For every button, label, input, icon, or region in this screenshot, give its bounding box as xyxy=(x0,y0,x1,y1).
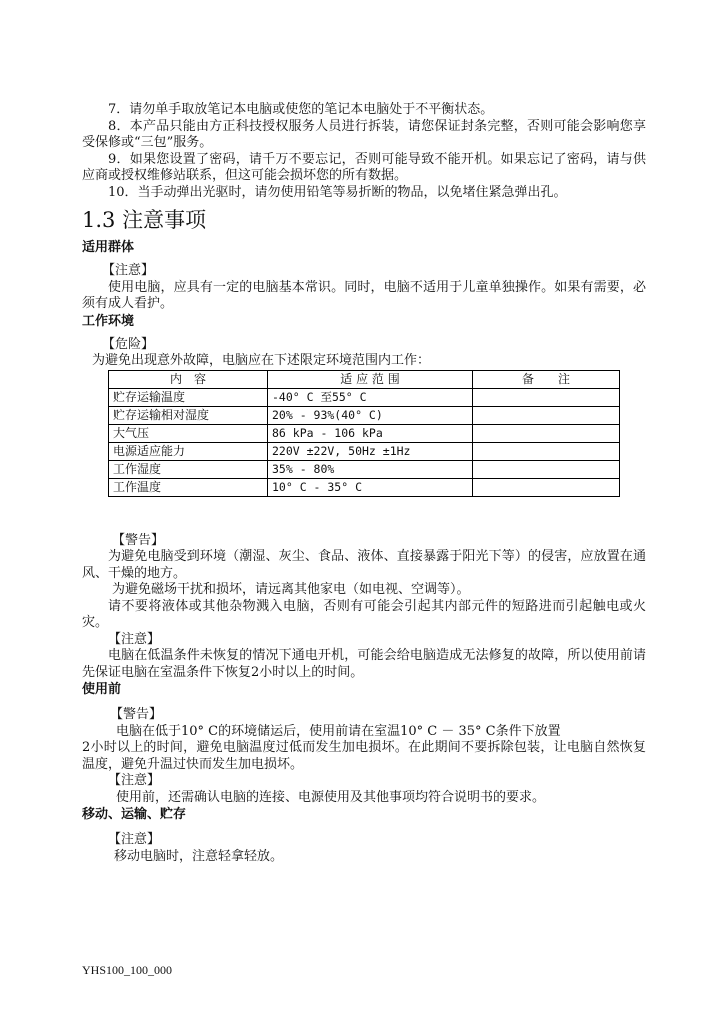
environment-warning-label: 【警告】 xyxy=(112,532,165,548)
table-cell: 大气压 xyxy=(109,424,268,442)
environment-warning-text-1: 为避免电脑受到环境（潮湿、灰尘、食品、液体、直接暴露于阳光下等）的侵害，应放置在通风、干燥的地方。 xyxy=(82,549,646,581)
table-cell: 35% - 80% xyxy=(268,460,473,478)
intro-item-7: 7．请勿单手取放笔记本电脑或使您的笔记本电脑处于不平衡状态。 xyxy=(108,102,494,117)
applicable-notice-text: 使用电脑，应具有一定的电脑基本常识。同时，电脑不适用于儿童单独操作。如果有需要，必须有成人看护。 xyxy=(82,279,646,311)
before-use-warning-text-2: 2小时以上的时间，避免电脑温度过低而发生加电损坏。在此期间不要拆除包装，让电脑自然恢复温度，避免升温过快而发生加电损坏。 xyxy=(82,740,646,772)
intro-item-10: 10．当手动弹出光驱时，请勿使用铅笔等易折断的物品，以免堵住紧急弹出孔。 xyxy=(108,184,567,200)
before-use-notice-label: 【注意】 xyxy=(108,773,161,788)
table-cell xyxy=(473,442,620,460)
environment-notice-label: 【注意】 xyxy=(108,631,161,647)
applicable-notice-label: 【注意】 xyxy=(102,263,155,278)
table-cell xyxy=(473,406,620,424)
table-cell: 工作湿度 xyxy=(109,460,268,478)
before-use-warning-label: 【警告】 xyxy=(110,707,163,722)
environment-table xyxy=(108,370,620,497)
environment-warning-text-3: 请不要将液体或其他杂物溅入电脑，否则有可能会引起其内部元件的短路进而引起触电或火灾。 xyxy=(82,598,646,630)
applicable-title: 适用群体 xyxy=(82,240,135,255)
table-row xyxy=(109,406,620,424)
table-cell: 贮存运输温度 xyxy=(109,388,268,406)
before-use-title: 使用前 xyxy=(82,682,122,697)
environment-danger-label: 【危险】 xyxy=(102,336,155,352)
table-cell xyxy=(473,424,620,442)
before-use-notice-text: 使用前，还需确认电脑的连接、电源使用及其他事项均符合说明书的要求。 xyxy=(116,789,546,805)
table-cell: 工作温度 xyxy=(109,478,268,496)
table-header-remark: 备 注 xyxy=(473,370,620,388)
environment-warning-text-2: 为避免磁场干扰和损坏，请远离其他家电（如电视、空调等）。 xyxy=(112,582,470,597)
table-cell: -40° C 至55° C xyxy=(268,388,473,406)
moving-notice-label: 【注意】 xyxy=(108,832,161,847)
table-row xyxy=(109,460,620,478)
intro-item-8: 8．本产品只能由方正科技授权服务人员进行拆装，请您保证封条完整，否则可能会影响您享受保修或“三包”服务。 xyxy=(82,118,646,150)
intro-item-9: 9．如果您设置了密码，请千万不要忘记，否则可能导致不能开机。如果忘记了密码，请与供应商或授权维修站联系，但这可能会损坏您的所有数据。 xyxy=(82,151,646,183)
table-row xyxy=(109,442,620,460)
section-title: 1.3 注意事项 xyxy=(82,208,207,232)
environment-title: 工作环境 xyxy=(82,313,135,329)
table-cell xyxy=(473,388,620,406)
environment-danger-text: 为避免出现意外故障，电脑应在下述限定环境范围内工作： xyxy=(92,353,431,368)
table-cell: 贮存运输相对湿度 xyxy=(109,406,268,424)
table-cell xyxy=(473,478,620,496)
moving-notice-text: 移动电脑时，注意轻拿轻放。 xyxy=(114,848,284,864)
table-cell xyxy=(473,460,620,478)
environment-notice-text: 电脑在低温条件未恢复的情况下通电开机，可能会给电脑造成无法修复的故障，所以使用前请先保证电脑在室温条件下恢复2小时以上的时间。 xyxy=(82,648,646,680)
document-page xyxy=(82,0,646,865)
table-row xyxy=(109,388,620,406)
table-cell: 20% - 93%(40° C) xyxy=(268,406,473,424)
table-cell: 86 kPa - 106 kPa xyxy=(268,424,473,442)
table-cell: 220V ±22V, 50Hz ±1Hz xyxy=(268,442,473,460)
table-cell: 10° C - 35° C xyxy=(268,478,473,496)
page-footer: YHS100_100_000 xyxy=(82,963,173,977)
table-header-range: 适 应 范 围 xyxy=(268,370,473,388)
table-cell: 电源适应能力 xyxy=(109,442,268,460)
table-row xyxy=(109,424,620,442)
table-header-content: 内 容 xyxy=(109,370,268,388)
before-use-warning-text-1: 电脑在低于10° C的环境储运后，使用前请在室温10° C － 35° C条件下放置 xyxy=(116,723,561,739)
table-header-row xyxy=(109,370,620,388)
table-row xyxy=(109,478,620,496)
moving-title: 移动、运输、贮存 xyxy=(82,807,187,822)
